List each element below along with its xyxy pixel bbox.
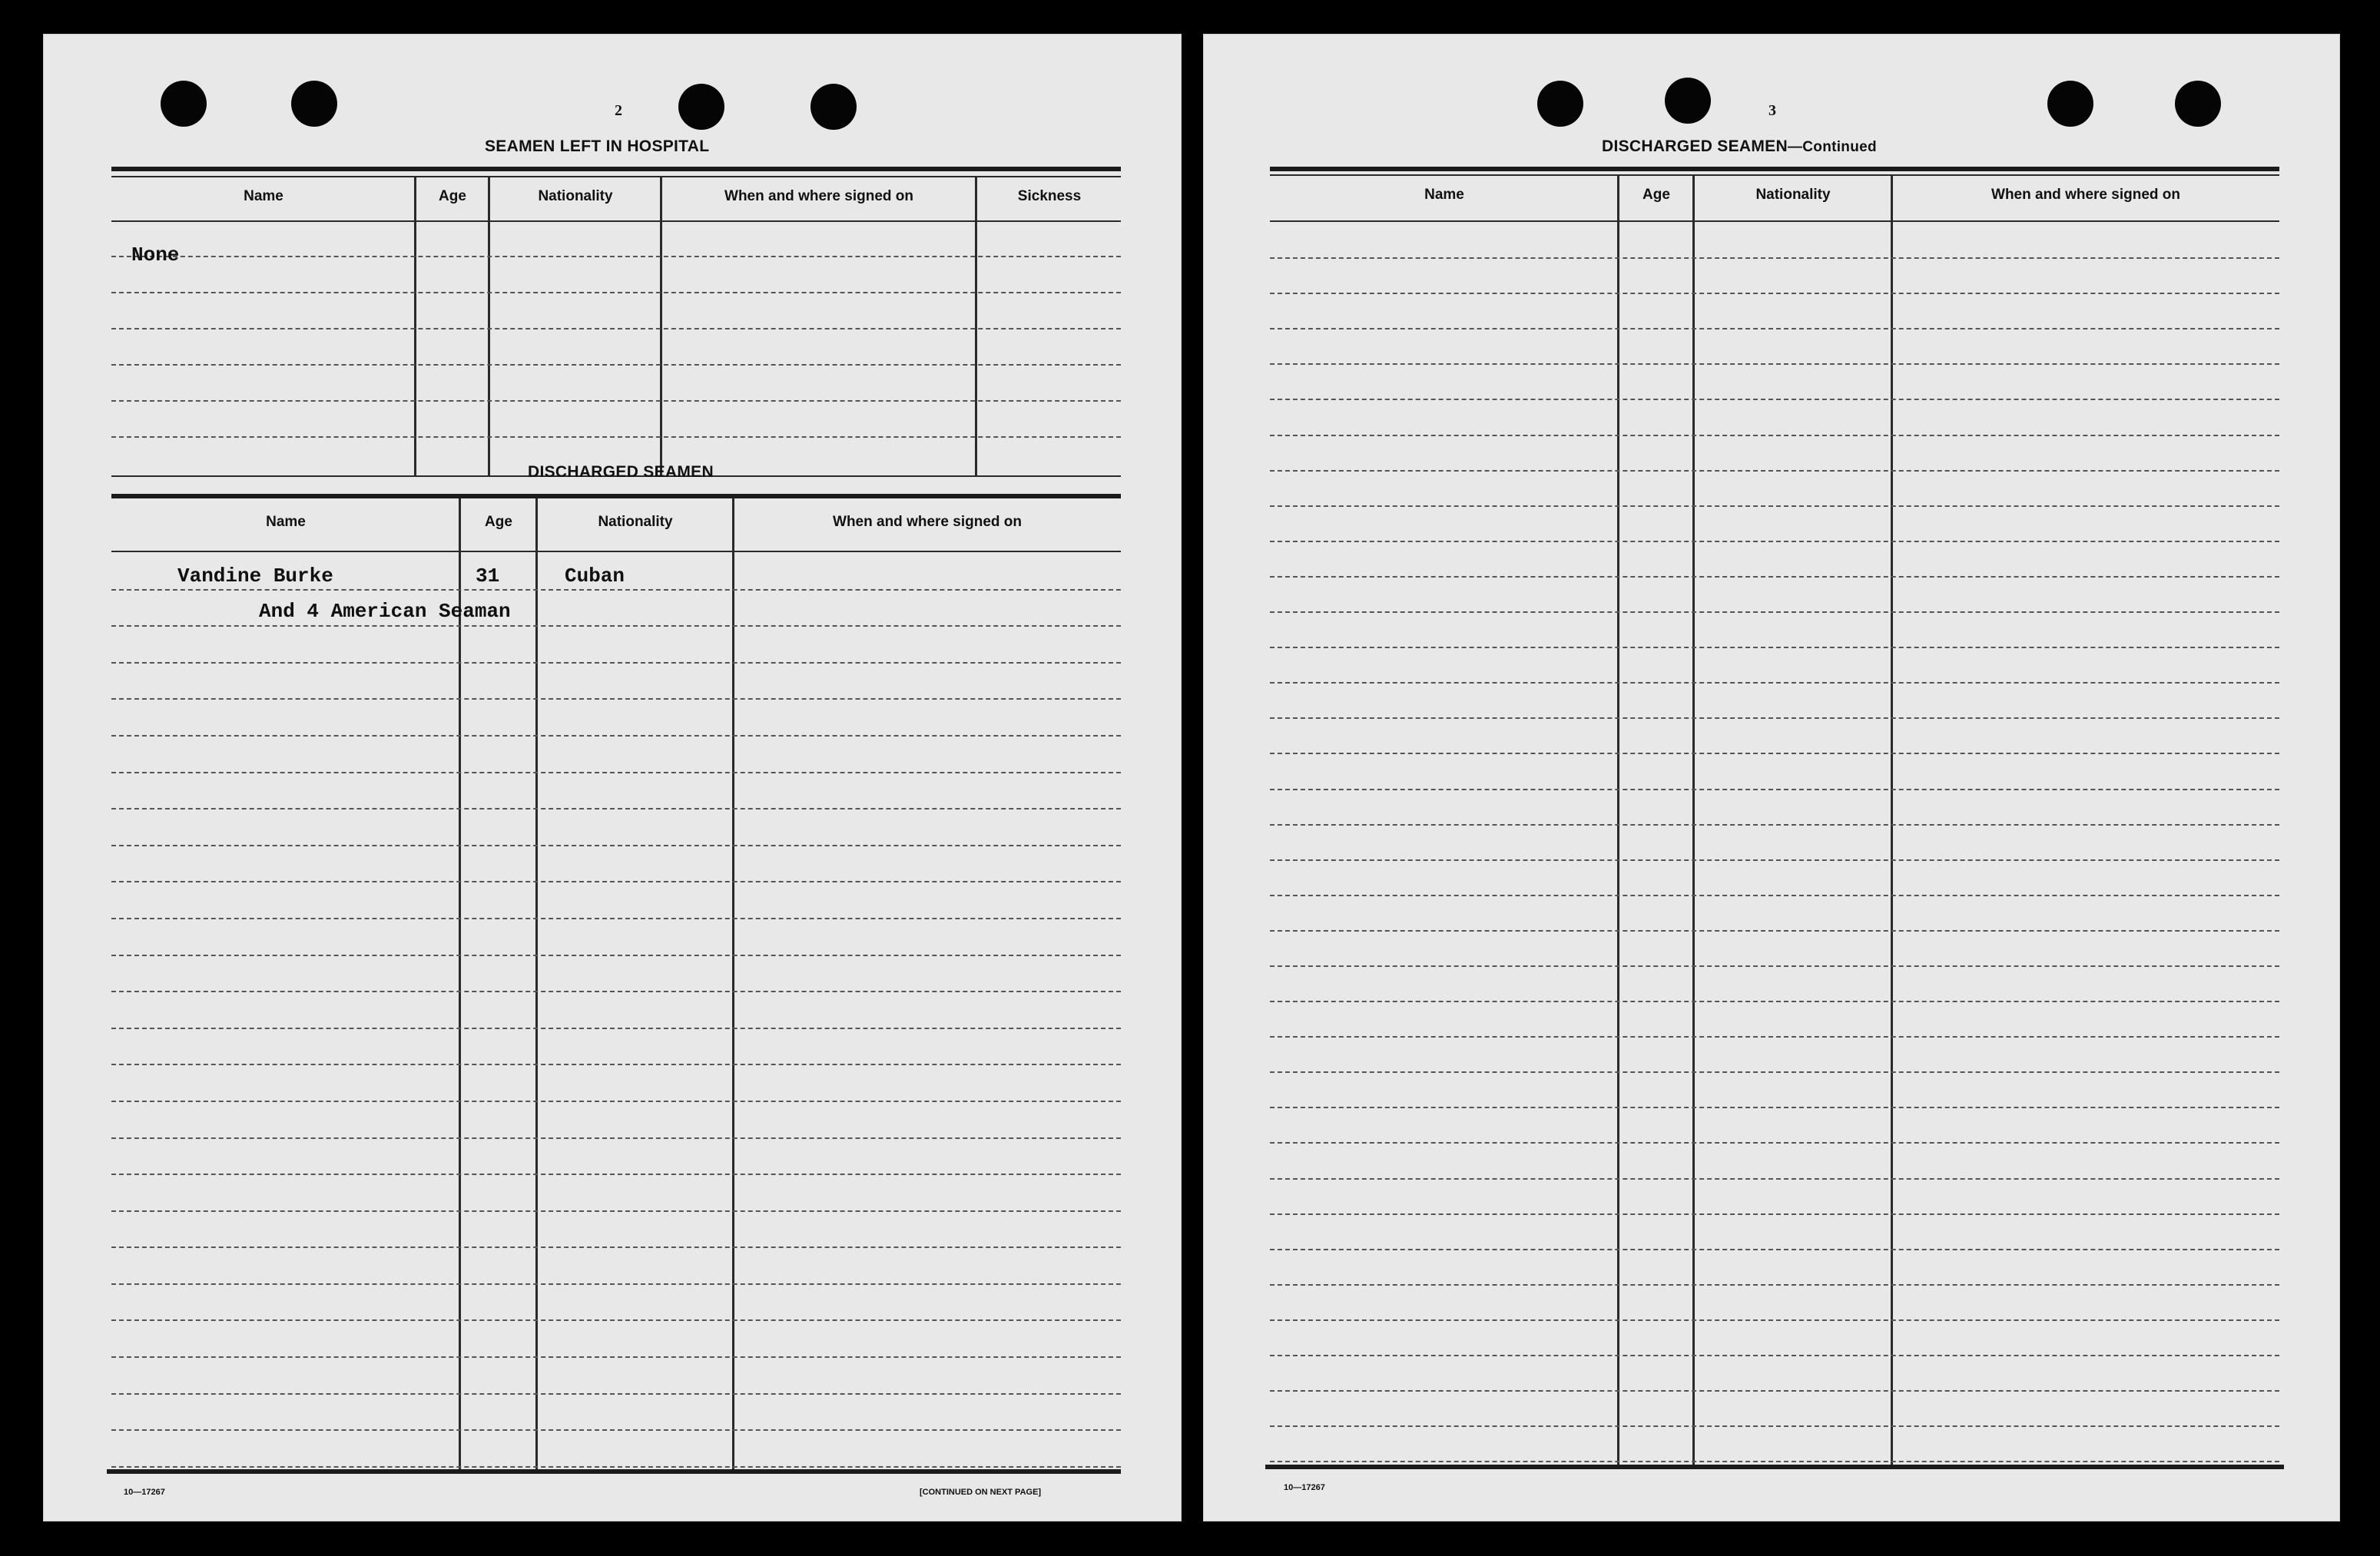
table-row (1270, 578, 2279, 613)
table-row (1270, 1392, 2279, 1427)
table-row (111, 700, 1121, 737)
table-row (1270, 648, 2279, 684)
table-top-rule (111, 494, 1121, 498)
table-row (1270, 1073, 2279, 1108)
title-main: DISCHARGED SEAMEN (1602, 137, 1788, 155)
discharged-entry-age: 31 (476, 564, 500, 588)
discharged-section-title: DISCHARGED SEAMEN (528, 463, 714, 481)
table-row (111, 1395, 1121, 1432)
table-row (1270, 365, 2279, 400)
column-header-age: Age (485, 514, 512, 530)
table-row (111, 223, 1121, 257)
table-row (1270, 932, 2279, 967)
table-row (1270, 1144, 2279, 1179)
hospital-section-title: SEAMEN LEFT IN HOSPITAL (485, 137, 710, 155)
table-row (1270, 1356, 2279, 1392)
discharged-rows (111, 554, 1121, 1468)
discharged-entry-name: And 4 American Seaman (259, 600, 511, 623)
punch-hole (2047, 81, 2093, 127)
right-page (1203, 34, 2340, 1521)
table-row (1270, 684, 2279, 719)
page-number: 3 (1768, 102, 1776, 119)
page-number: 2 (615, 102, 622, 119)
column-header-signed-on: When and where signed on (1991, 187, 2180, 203)
table-row (111, 773, 1121, 810)
table-row (1270, 719, 2279, 754)
discharged-entry-name: Vandine Burke (177, 564, 333, 588)
column-header-sickness: Sickness (1017, 188, 1082, 204)
discharged-continued-title (1602, 137, 1877, 156)
column-header-age: Age (439, 188, 466, 204)
punch-hole (678, 84, 724, 130)
column-header-name: Name (244, 188, 283, 204)
table-row (111, 402, 1121, 438)
punch-hole (2175, 81, 2221, 127)
table-row (1270, 1180, 2279, 1215)
table-bottom-rule (1265, 1465, 2284, 1469)
table-row (111, 1431, 1121, 1468)
table-row (1270, 1286, 2279, 1321)
table-row (111, 737, 1121, 773)
table-row (111, 882, 1121, 919)
form-number: 10—17267 (1284, 1483, 1325, 1492)
table-row (111, 1065, 1121, 1102)
table-row (1270, 400, 2279, 435)
table-row (1270, 436, 2279, 472)
table-row (111, 1029, 1121, 1066)
table-row (1270, 896, 2279, 932)
table-row (1270, 754, 2279, 790)
column-header-signed-on: When and where signed on (833, 514, 1022, 530)
table-row (111, 1285, 1121, 1322)
hospital-entry-name: None (131, 243, 180, 267)
table-row (111, 1175, 1121, 1212)
table-row (111, 366, 1121, 402)
column-header-nationality: Nationality (538, 188, 613, 204)
column-header-nationality: Nationality (598, 514, 673, 530)
column-header-age: Age (1642, 187, 1670, 203)
punch-hole (810, 84, 857, 130)
table-row (1270, 1038, 2279, 1073)
table-row (111, 664, 1121, 700)
table-row (111, 1248, 1121, 1285)
table-row (1270, 259, 2279, 294)
table-row (1270, 967, 2279, 1002)
table-row (1270, 472, 2279, 507)
table-row (111, 809, 1121, 846)
table-row (111, 992, 1121, 1029)
punch-hole (1665, 78, 1711, 124)
table-rule (1270, 174, 2279, 176)
table-row (1270, 861, 2279, 896)
table-row (1270, 613, 2279, 648)
table-row (111, 1102, 1121, 1139)
header-bottom-rule (111, 220, 1121, 222)
table-row (1270, 1250, 2279, 1286)
column-header-name: Name (1424, 187, 1464, 203)
table-row (1270, 294, 2279, 329)
table-row (1270, 1427, 2279, 1462)
continued-note: [CONTINUED ON NEXT PAGE] (920, 1488, 1042, 1497)
table-row (1270, 790, 2279, 826)
column-header-nationality: Nationality (1755, 187, 1831, 203)
table-row (111, 293, 1121, 329)
table-row (111, 1358, 1121, 1395)
table-top-rule (1270, 167, 2279, 171)
hospital-rows (111, 223, 1121, 438)
table-row (111, 846, 1121, 883)
table-row (1270, 1215, 2279, 1250)
table-row (1270, 1321, 2279, 1356)
discharged-entry-nationality: Cuban (565, 564, 625, 588)
punch-hole (161, 81, 207, 127)
table-row (111, 919, 1121, 956)
table-top-rule (111, 167, 1121, 171)
table-row (1270, 826, 2279, 861)
table-bottom-rule (107, 1469, 1121, 1474)
table-row (1270, 507, 2279, 542)
table-row (111, 329, 1121, 366)
table-row (111, 627, 1121, 664)
table-row (1270, 329, 2279, 365)
table-row (1270, 223, 2279, 259)
header-bottom-rule (1270, 220, 2279, 222)
punch-hole (291, 81, 337, 127)
table-row (111, 257, 1121, 293)
table-row (111, 956, 1121, 993)
discharged-continued-rows (1270, 223, 2279, 1462)
form-number: 10—17267 (124, 1488, 165, 1497)
column-header-name: Name (266, 514, 306, 530)
table-row (1270, 1108, 2279, 1144)
title-suffix: —Continued (1787, 139, 1877, 155)
column-header-signed-on: When and where signed on (724, 188, 913, 204)
table-row (1270, 1002, 2279, 1038)
table-row (111, 1139, 1121, 1176)
table-row (111, 1212, 1121, 1249)
table-rule (111, 176, 1121, 177)
left-page (43, 34, 1182, 1521)
table-row (111, 1321, 1121, 1358)
header-bottom-rule (111, 551, 1121, 552)
table-row (1270, 542, 2279, 578)
punch-hole (1537, 81, 1583, 127)
